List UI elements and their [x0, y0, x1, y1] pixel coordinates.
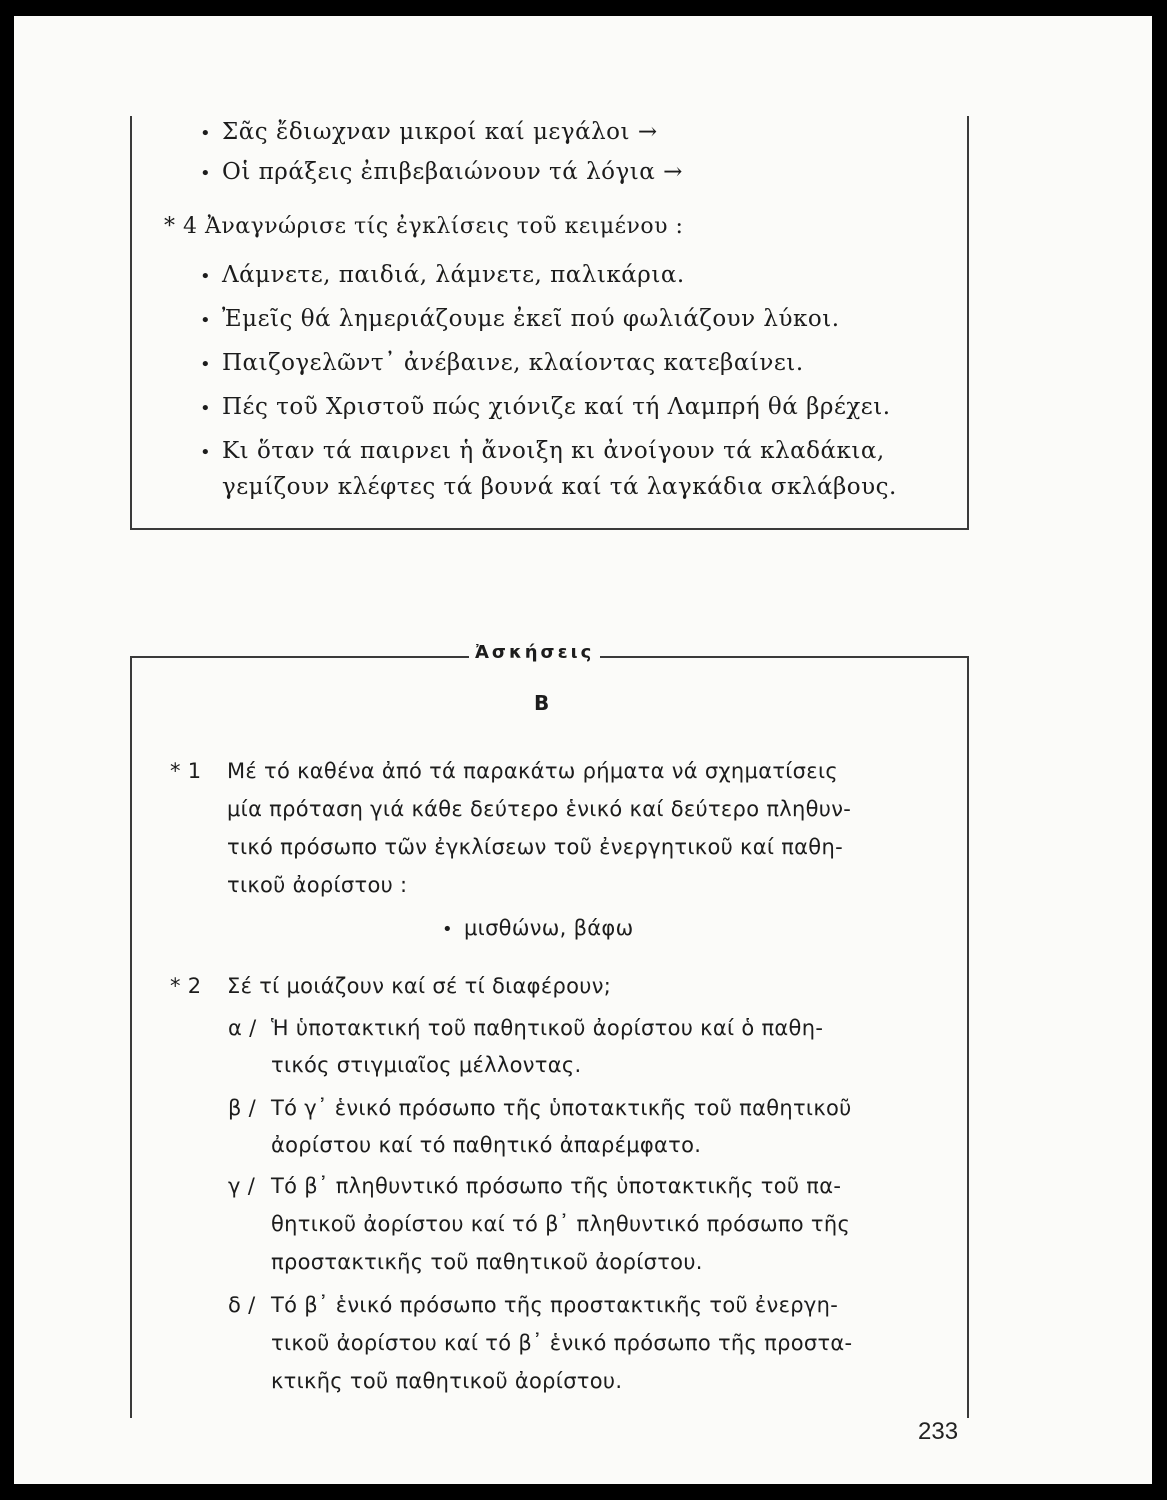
bullet-icon: • [442, 919, 453, 940]
exercise-1-line: μία πρόταση γιά κάθε δεύτερο ἑνικό καί δεύτερο πληθυν- [227, 797, 852, 821]
example-line: • Σᾶς ἔδιωχναν μικροί καί μεγάλοι → [200, 119, 658, 145]
bullet-icon: • [200, 163, 212, 184]
item-line: Τό γ᾽ ἑνικό πρόσωπο τῆς ὑποτακτικῆς τοῦ παθητικοῦ [271, 1096, 852, 1120]
exercise-2-marker: * 2 [170, 974, 202, 998]
sentence-line-continuation: γεμίζουν κλέφτες τά βουνά καί τά λαγκάδια σκλάβους. [222, 474, 897, 500]
bullet-icon: • [200, 354, 212, 375]
item-line: ἀορίστου καί τό παθητικό ἀπαρέμφατο. [271, 1133, 702, 1157]
bullet-icon: • [200, 310, 212, 331]
item-label: α / [228, 1016, 257, 1040]
page-number: 233 [918, 1418, 959, 1445]
item-line: θητικοῦ ἀορίστου καί τό β᾽ πληθυντικό πρόσωπο τῆς [271, 1212, 851, 1236]
item-label: γ / [228, 1174, 256, 1198]
item-line: Τό β᾽ πληθυντικό πρόσωπο τῆς ὑποτακτικῆς τοῦ πα- [271, 1174, 842, 1198]
exercise-2-prompt: Σέ τί μοιάζουν καί σέ τί διαφέρουν; [227, 974, 612, 998]
item-line: κτικῆς τοῦ παθητικοῦ ἀορίστου. [271, 1369, 623, 1393]
exercise-4-prompt: * 4 Ἀναγνώρισε τίς ἐγκλίσεις τοῦ κειμένου : [164, 214, 684, 239]
bullet-icon: • [200, 398, 212, 419]
sentence-line: • Ἐμεῖς θά λημεριάζουμε ἐκεῖ πού φωλιάζουν λύκοι. [200, 306, 840, 332]
bullet-icon: • [200, 123, 212, 144]
exercise-1-line: Μέ τό καθένα ἀπό τά παρακάτω ρήματα νά σχηματίσεις [227, 759, 838, 783]
exercises-heading: Ἀσκήσεις [469, 642, 600, 663]
item-line: Τό β᾽ ἑνικό πρόσωπο τῆς προστακτικῆς τοῦ ἐνεργη- [271, 1293, 839, 1317]
bullet-icon: • [200, 266, 212, 287]
exercise-1-verbs: • μισθώνω, βάφω [442, 916, 634, 940]
sentence-line: • Λάμνετε, παιδιά, λάμνετε, παλικάρια. [200, 262, 685, 288]
sentence-line: • Κι ὅταν τά παιρνει ἡ ἄνοιξη κι ἀνοίγουν τά κλαδάκια, [200, 438, 885, 464]
item-line: τικός στιγμιαῖος μέλλοντας. [271, 1053, 582, 1077]
bullet-icon: • [200, 442, 212, 463]
sentence-line: • Παιζογελῶντ᾽ ἀνέβαινε, κλαίοντας κατεβαίνει. [200, 350, 804, 376]
example-line: • Οἱ πράξεις ἐπιβεβαιώνουν τά λόγια → [200, 159, 683, 185]
exercise-1-line: τικοῦ ἀορίστου : [227, 873, 408, 897]
sentence-line: • Πές τοῦ Χριστοῦ πώς χιόνιζε καί τή Λαμπρή θά βρέχει. [200, 394, 891, 420]
exercise-1-marker: * 1 [170, 759, 202, 783]
item-label: β / [228, 1096, 257, 1120]
item-line: τικοῦ ἀορίστου καί τό β᾽ ἑνικό πρόσωπο τῆς προστα- [271, 1331, 853, 1355]
section-letter: B [534, 691, 550, 715]
exercise-1-line: τικό πρόσωπο τῶν ἐγκλίσεων τοῦ ἐνεργητικοῦ καί παθη- [227, 835, 843, 859]
item-line: Ἡ ὑποτακτική τοῦ παθητικοῦ ἀορίστου καί ὁ παθη- [271, 1016, 824, 1040]
item-label: δ / [228, 1293, 256, 1317]
item-line: προστακτικῆς τοῦ παθητικοῦ ἀορίστου. [271, 1250, 703, 1274]
book-page [14, 16, 1152, 1484]
